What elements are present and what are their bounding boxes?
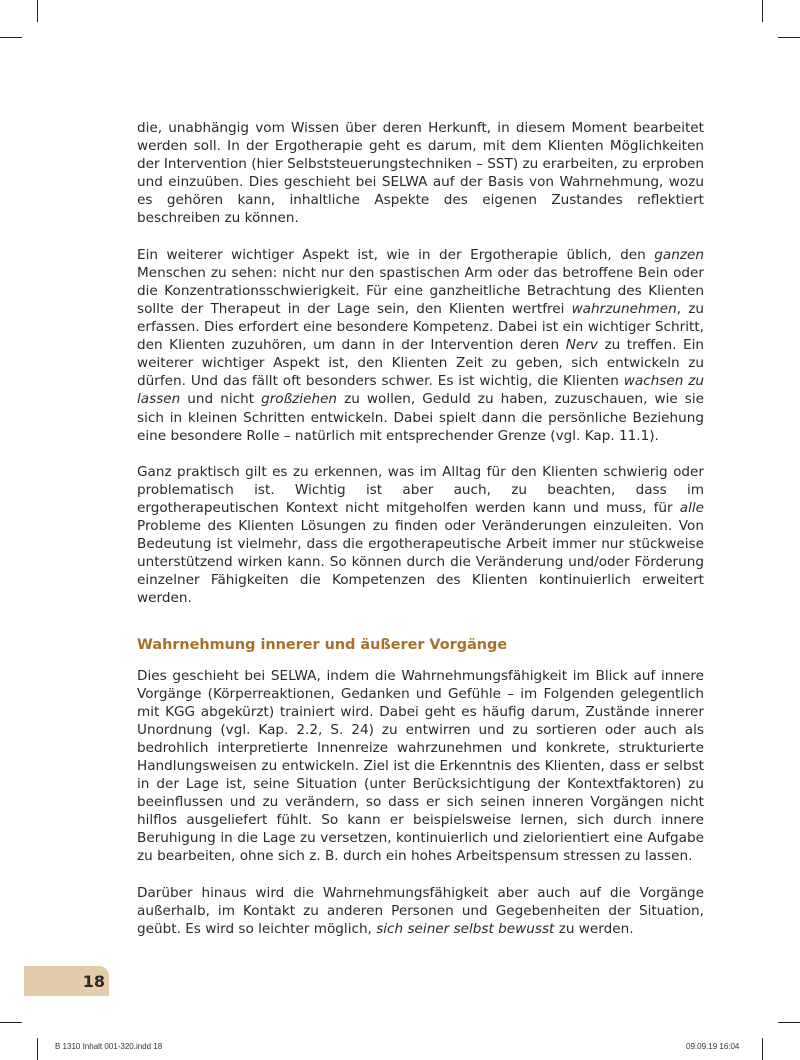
crop-mark [762, 1038, 763, 1060]
crop-mark [37, 1038, 38, 1060]
text-run: zu werden. [554, 920, 634, 937]
text-run: zu wollen, Geduld zu haben, zuzuschauen, wie sie sich in kleinen Schritten entwickeln. Dabei spielt dann die persönliche Beziehung eine besondere Rolle – natürlich mit entsprechender Grenze (vgl. Kap. 11.1). [137, 391, 704, 444]
text-run: Menschen zu sehen: nicht nur den spastischen Arm oder das betroffene Bein oder die Konzentrationsschwierigkeit. Für eine ganzheitliche Betrachtung des Klienten sollte der Therapeut in der Lage sein, den Klienten wertfrei [137, 264, 704, 317]
emphasis-text: alle [679, 499, 704, 516]
crop-mark [0, 1022, 22, 1023]
crop-mark [778, 37, 800, 38]
paragraph [137, 119, 704, 228]
section-paragraphs [137, 667, 704, 938]
page-number: 18 [82, 972, 105, 991]
emphasis-text: ganzen [654, 246, 704, 263]
text-run: und nicht [180, 391, 262, 408]
crop-mark [0, 37, 22, 38]
crop-mark [37, 0, 38, 22]
text-run: zu treffen. Ein weiterer wichtiger Aspekt ist, den Klienten Zeit zu geben, sich entwickeln zu dürfen. Und das fällt oft besonders schwer. Es ist wichtig, die Klienten [137, 337, 704, 390]
paragraph [137, 667, 704, 866]
print-slug-right: 09.09.19 16:04 [686, 1042, 740, 1051]
crop-mark [762, 0, 763, 22]
text-run: Dies geschieht bei SELWA, indem die Wahrnehmungsfähigkeit im Blick auf innere Vorgänge (Körperreaktionen, Gedanken und Gefühle – im Folgenden gelegentlich mit KGG abgekürzt) trainiert wird. Dabei geht es häufig darum, Zustände innerer Unordnung (vgl. Kap. 2.2, S. 24) zu entwirren und zu sortieren oder auch als bedrohlich interpretierte Innenreize wahrzunehmen und konkrete, strukturierte Handlungsweisen zu entwickeln. Ziel ist die Erkenntnis des Klienten, dass er selbst in der Lage ist, seine Situation (unter Berücksichtigung der Kontextfaktoren) zu beeinflussen und zu verändern, so dass er sich seinen inneren Vorgängen nicht hilflos ausgeliefert fühlt. So kann er beispielsweise lernen, sich durch innere Beruhigung in die Lage zu versetzen, kontinuierlich und zielorientiert eine Aufgabe zu bearbeiten, ohne sich z. B. durch ein hohes Arbeitspensum stressen zu lassen. [137, 667, 704, 865]
text-run: Darüber hinaus wird die Wahrnehmungsfähigkeit aber auch auf die Vorgänge außerhalb, im Kontakt zu anderen Personen und Gegebenheiten der Situation, geübt. Es wird so leichter möglich, [137, 884, 704, 937]
text-run: Probleme des Klienten Lösungen zu finden oder Veränderungen einzuleiten. Von Bedeutung ist vielmehr, dass die ergotherapeutische Arbeit immer nur stückweise unterstützend wirken kann. So können durch die Veränderung und/oder Förderung einzelner Fähigkeiten die Kompetenzen des Klienten kontinuierlich erweitert werden. [137, 518, 704, 607]
emphasis-text: Nerv [565, 337, 598, 354]
emphasis-text: großziehen [261, 391, 338, 408]
text-run: die, unabhängig vom Wissen über deren Herkunft, in diesem Moment bearbeitet werden soll. In der Ergotherapie geht es darum, mit dem Klienten Möglichkeiten der Intervention (hier Selbststeuerungstechniken – SST) zu erarbeiten, zu erproben und einzuüben. Dies geschieht bei SELWA auf der Basis von Wahrnehmung, wozu es gehören kann, inhaltliche Aspekte des eigenen Zustandes reflektiert beschreiben zu können. [137, 120, 704, 227]
text-run: Ein weiterer wichtiger Aspekt ist, wie in der Ergotherapie üblich, den [137, 246, 655, 263]
paragraph [137, 246, 704, 445]
paragraph [137, 463, 704, 608]
emphasis-text: sich seiner selbst bewusst [376, 920, 555, 937]
intro-paragraphs [137, 119, 704, 608]
text-run: , zu erfassen. Dies erfordert eine besondere Kompetenz. Dabei ist ein wichtiger Schritt, den Klienten zuzuhören, um dann in der Intervention deren [137, 300, 704, 354]
page-number-tab [24, 966, 109, 996]
print-slug-left: B 1310 Inhalt 001-320.indd 18 [55, 1042, 163, 1051]
emphasis-text: wachsen zu lassen [137, 373, 704, 408]
page-body [137, 119, 704, 938]
text-run: Ganz praktisch gilt es zu erkennen, was im Alltag für den Klienten schwierig oder problematisch ist. Wichtig ist aber auch, zu beachten, dass im ergotherapeutischen Kontext nicht mitgeholfen werden kann und muss, für [137, 463, 704, 516]
crop-mark [778, 1022, 800, 1023]
emphasis-text: wahrzunehmen [571, 300, 677, 317]
section-heading: Wahrnehmung innerer und äußerer Vorgänge [137, 636, 508, 653]
paragraph [137, 884, 704, 938]
